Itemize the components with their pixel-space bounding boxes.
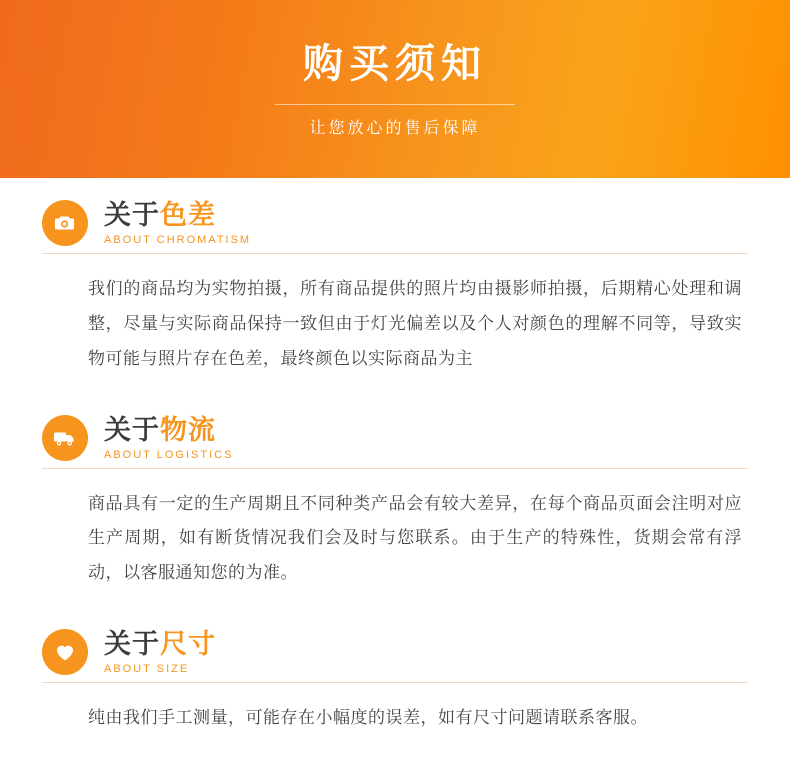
sections-container <box>0 178 790 736</box>
section-chromatism <box>0 178 790 377</box>
section-title-highlight: 物流 <box>160 414 216 445</box>
section-title <box>104 415 233 446</box>
section-header <box>0 200 790 254</box>
section-title-prefix: 关于 <box>104 629 160 660</box>
truck-icon <box>42 415 88 461</box>
section-header <box>0 629 790 683</box>
section-title-block <box>104 200 251 246</box>
section-header <box>0 415 790 469</box>
banner-divider <box>275 104 515 105</box>
section-title-highlight: 尺寸 <box>160 629 216 660</box>
section-title-prefix: 关于 <box>104 200 160 230</box>
camera-icon <box>42 200 88 246</box>
page-subtitle: 让您放心的售后保障 <box>309 120 481 137</box>
section-title-block <box>104 629 216 675</box>
section-size <box>0 591 790 736</box>
section-logistics <box>0 377 790 592</box>
section-title <box>104 200 251 231</box>
section-body: 商品具有一定的生产周期且不同种类产品会有较大差异，在每个商品页面会注明对应生产周期，如有断货情况我们会及时与您联系。由于生产的特殊性，货期会常有浮动，以客服通知您的为准。 <box>88 493 742 583</box>
section-body: 纯由我们手工测量，可能存在小幅度的误差，如有尺寸问题请联系客服。 <box>88 708 648 728</box>
section-title-block <box>104 415 233 461</box>
section-title-prefix: 关于 <box>104 414 160 445</box>
page-title: 购买须知 <box>303 42 487 86</box>
section-body: 我们的商品均为实物拍摄，所有商品提供的照片均由摄影师拍摄，后期精心处理和调整，尽量与实际商品保持一致但由于灯光偏差以及个人对颜色的理解不同等，导致实物可能与照片存在色差，最终颜色以实际商品为主 <box>88 279 742 368</box>
section-title-en: ABOUT SIZE <box>104 663 190 676</box>
section-title <box>104 629 216 660</box>
section-title-highlight: 色差 <box>160 200 216 230</box>
heart-icon <box>42 629 88 675</box>
page-banner <box>0 0 790 178</box>
section-title-en: ABOUT LOGISTICS <box>104 448 234 461</box>
section-title-en: ABOUT CHROMATISM <box>104 234 252 247</box>
